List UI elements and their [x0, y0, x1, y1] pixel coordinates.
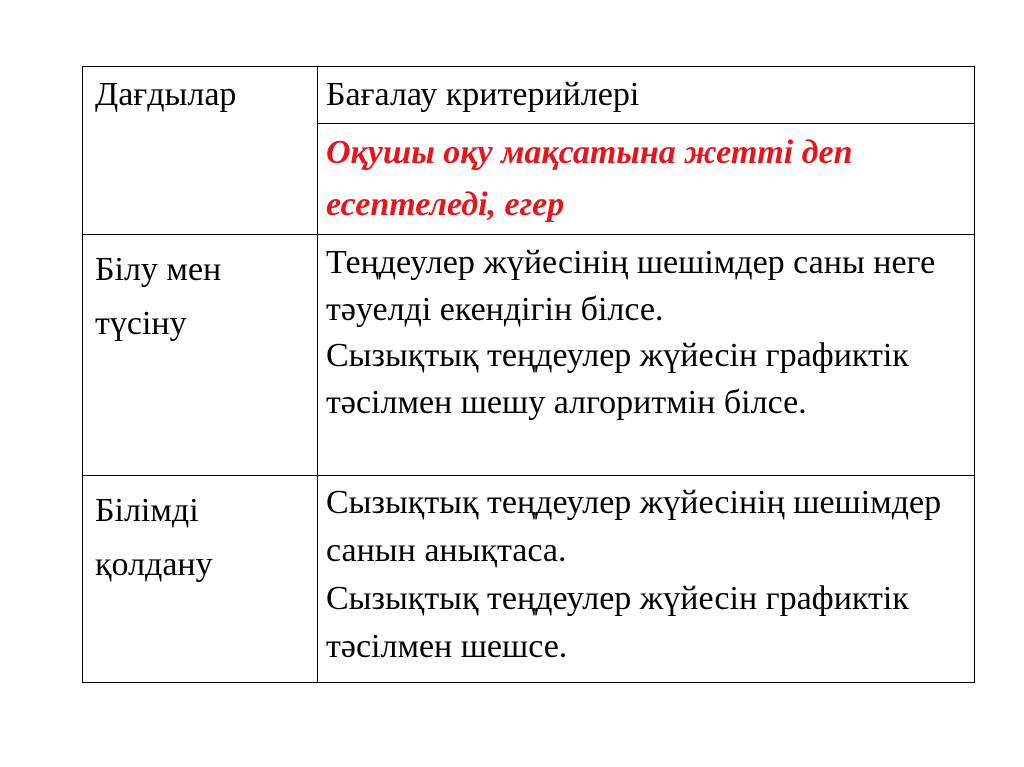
skill-cell	[83, 476, 318, 683]
skills-header: Дағдылар	[95, 76, 237, 113]
criteria-subheader-cell	[318, 124, 975, 235]
criteria-cell	[318, 476, 975, 683]
table-row	[83, 476, 975, 683]
skill-cell	[83, 235, 318, 476]
table-header-row	[83, 67, 975, 124]
criteria-text: Теңдеулер жүйесінің шешімдер саны неге тәуелді екендігін білсе. Сызықтық теңдеулер жүйесін графиктік тәсілмен шешу алгоритмін білсе.	[326, 244, 936, 421]
skill-name: Білу мен түсіну	[95, 251, 222, 342]
skill-name: Білімді қолдану	[95, 492, 213, 583]
criteria-header-cell	[318, 67, 975, 124]
criteria-text: Сызықтық теңдеулер жүйесінің шешімдер санын анықтаса. Сызықтық теңдеулер жүйесін графиктік тәсілмен шешсе.	[326, 484, 942, 665]
table-row	[83, 235, 975, 476]
criteria-header: Бағалау критерийлері	[326, 76, 640, 113]
criteria-subheader: Оқушы оқу мақсатына жетті деп есептеледі, егер	[326, 134, 853, 223]
skills-header-cell	[83, 67, 318, 235]
assessment-criteria-table	[82, 66, 975, 683]
criteria-cell	[318, 235, 975, 476]
